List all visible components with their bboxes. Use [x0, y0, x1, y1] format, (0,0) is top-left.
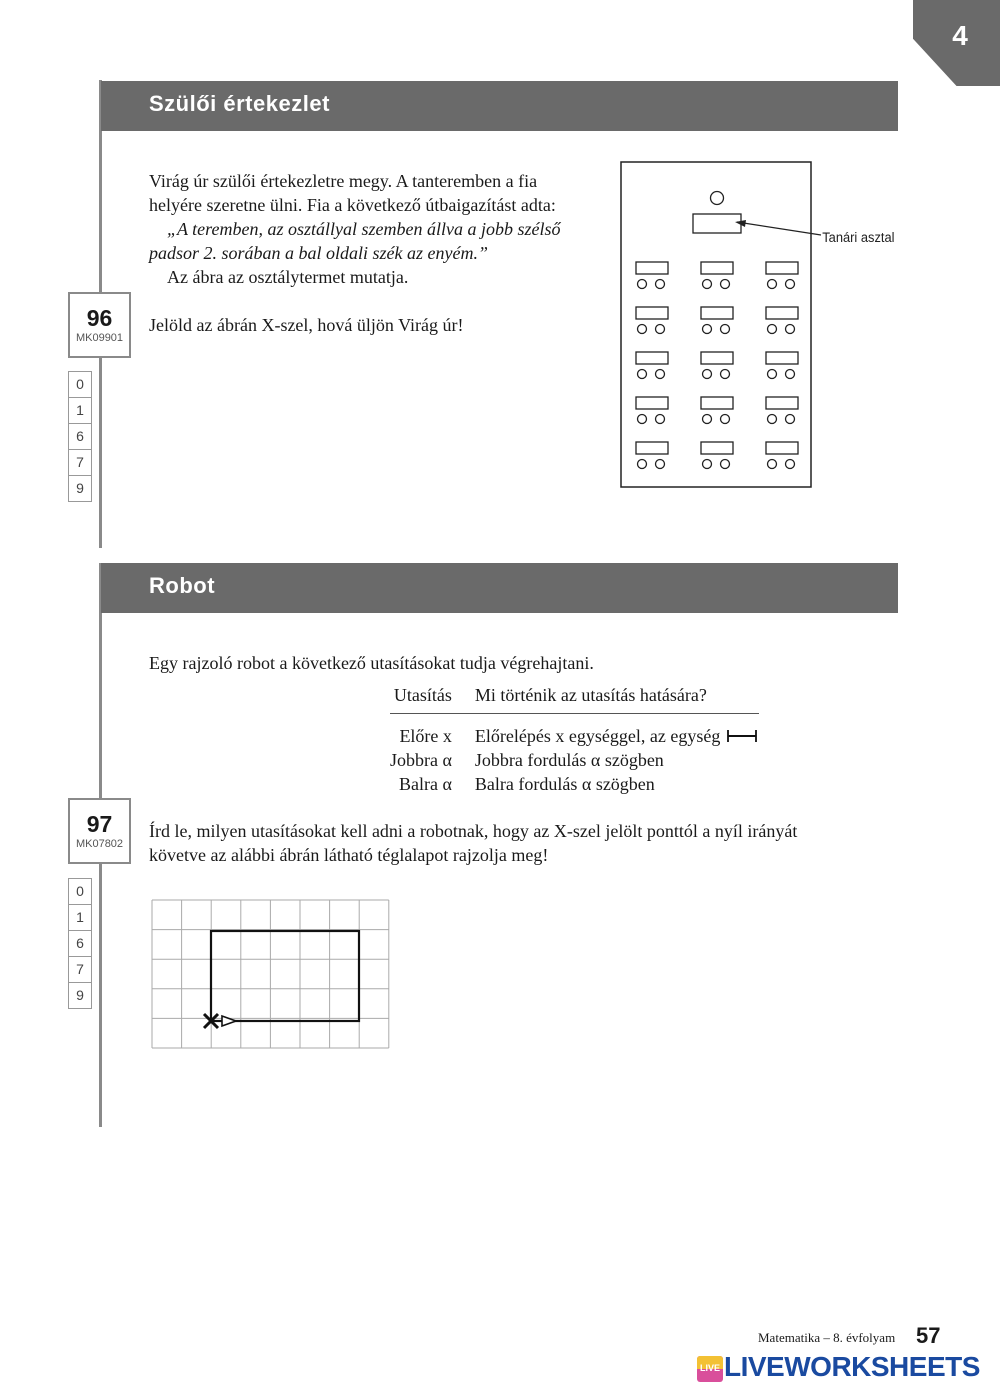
- liveworksheets-watermark: LIVEWORKSHEETS: [724, 1351, 980, 1382]
- student-chair: [721, 280, 730, 289]
- student-chair: [703, 370, 712, 379]
- student-chair: [768, 460, 777, 469]
- score-option[interactable]: 7: [68, 449, 92, 476]
- score-option[interactable]: 9: [68, 475, 92, 502]
- question-code: MK09901: [75, 332, 124, 344]
- student-chair: [703, 460, 712, 469]
- student-chair: [768, 325, 777, 334]
- quote-line: „A teremben, az osztállyal szemben állva a jobb szélső: [167, 219, 561, 239]
- student-chair: [656, 280, 665, 289]
- student-desk: [701, 352, 733, 364]
- paragraph-line: Virág úr szülői értekezletre megy. A tanteremben a fia: [149, 171, 538, 191]
- score-option[interactable]: 9: [68, 982, 92, 1009]
- student-desk: [766, 352, 798, 364]
- table-header: Mi történik az utasítás hatására?: [475, 683, 759, 714]
- student-desk: [766, 397, 798, 409]
- student-desks: [636, 262, 798, 469]
- question-text-96: [149, 169, 609, 337]
- student-chair: [656, 325, 665, 334]
- table-cell: Előre x: [399, 726, 452, 746]
- score-option[interactable]: 1: [68, 397, 92, 424]
- question-text-97: [149, 819, 889, 867]
- classroom-outline: [621, 162, 811, 487]
- table-cell: Jobbra α: [390, 750, 452, 770]
- student-chair: [721, 415, 730, 424]
- quote-line: padsor 2. sorában a bal oldali szék az enyém.”: [149, 243, 488, 263]
- target-rectangle: [211, 931, 359, 1021]
- page-number: 57: [916, 1323, 941, 1348]
- robot-intro: Egy rajzoló robot a következő utasításokat tudja végrehajtani.: [149, 653, 594, 673]
- task-line: Írd le, milyen utasításokat kell adni a robotnak, hogy az X-szel jelölt ponttól a nyíl irányát: [149, 821, 798, 841]
- student-chair: [768, 280, 777, 289]
- table-cell: Balra α: [399, 774, 452, 794]
- student-chair: [638, 415, 647, 424]
- score-option[interactable]: 6: [68, 930, 92, 957]
- student-chair: [703, 325, 712, 334]
- student-chair: [786, 370, 795, 379]
- figure-intro: Az ábra az osztálytermet mutatja.: [167, 267, 409, 287]
- student-chair: [721, 460, 730, 469]
- command-table: [390, 683, 759, 796]
- teacher-chair: [711, 192, 724, 205]
- student-chair: [786, 415, 795, 424]
- student-chair: [638, 325, 647, 334]
- student-desk: [636, 307, 668, 319]
- table-cell: Balra fordulás α szögben: [474, 774, 655, 794]
- score-option[interactable]: 7: [68, 956, 92, 983]
- student-desk: [636, 397, 668, 409]
- student-desk: [701, 442, 733, 454]
- task-line: követve az alábbi ábrán látható téglalapot rajzolja meg!: [149, 845, 549, 865]
- chapter-number: 4: [952, 20, 968, 51]
- question-number: 97: [86, 811, 113, 837]
- score-option[interactable]: 0: [68, 878, 92, 905]
- student-desk: [636, 352, 668, 364]
- student-chair: [638, 370, 647, 379]
- label-pointer: [737, 222, 821, 235]
- student-desk: [701, 397, 733, 409]
- student-chair: [786, 460, 795, 469]
- task-text: Jelöld az ábrán X-szel, hová üljön Virág úr!: [149, 315, 464, 335]
- footer-text: Matematika – 8. évfolyam: [758, 1330, 896, 1345]
- student-desk: [636, 262, 668, 274]
- question-code: MK07802: [75, 838, 124, 850]
- student-desk: [766, 307, 798, 319]
- student-chair: [638, 460, 647, 469]
- question-number: 96: [86, 305, 113, 331]
- student-chair: [656, 460, 665, 469]
- score-option[interactable]: 6: [68, 423, 92, 450]
- student-chair: [786, 280, 795, 289]
- score-option[interactable]: 0: [68, 371, 92, 398]
- liveworksheets-logo-icon: [697, 1356, 723, 1382]
- direction-arrow: [222, 1016, 236, 1026]
- table-cell: Előrelépés x egységgel, az egység: [474, 726, 721, 746]
- question-number-box-97: [68, 798, 131, 864]
- student-desk: [701, 307, 733, 319]
- score-option[interactable]: 1: [68, 904, 92, 931]
- section-header-96: [101, 81, 898, 131]
- teacher-desk: [693, 214, 741, 233]
- section-title: Robot: [149, 573, 216, 598]
- paragraph-line: helyére szeretne ülni. Fia a következő útbaigazítást adta:: [149, 195, 556, 215]
- student-chair: [703, 415, 712, 424]
- student-desk: [766, 262, 798, 274]
- classroom-diagram: [618, 160, 898, 490]
- student-desk: [636, 442, 668, 454]
- table-cell: Jobbra fordulás α szögben: [474, 750, 664, 770]
- question-number-box-96: [68, 292, 131, 358]
- grid-lines: [152, 900, 389, 1048]
- student-chair: [703, 280, 712, 289]
- student-chair: [768, 370, 777, 379]
- student-chair: [786, 325, 795, 334]
- logo-badge: LIVE: [699, 1363, 720, 1373]
- section-header-97: [101, 563, 898, 613]
- student-chair: [721, 370, 730, 379]
- student-chair: [768, 415, 777, 424]
- score-boxes-97: [68, 879, 92, 1009]
- score-boxes-96: [68, 372, 92, 502]
- student-chair: [656, 415, 665, 424]
- student-chair: [656, 370, 665, 379]
- student-desk: [766, 442, 798, 454]
- robot-grid: [150, 898, 392, 1054]
- student-chair: [721, 325, 730, 334]
- unit-segment-icon: [725, 729, 759, 743]
- teacher-desk-label: Tanári asztal: [822, 229, 895, 246]
- table-header: Utasítás: [390, 683, 475, 714]
- student-chair: [638, 280, 647, 289]
- student-desk: [701, 262, 733, 274]
- section-title: Szülői értekezlet: [149, 91, 330, 116]
